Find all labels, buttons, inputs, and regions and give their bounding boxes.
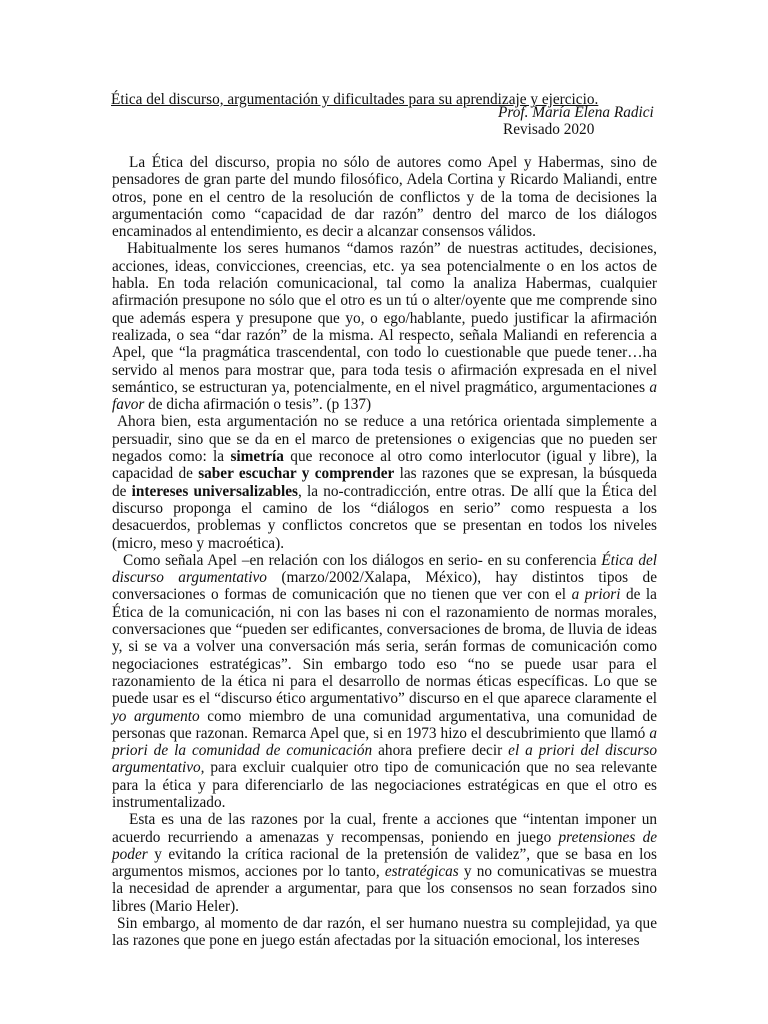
revision-line: Revisado 2020 bbox=[503, 121, 595, 138]
paragraph-4-text-f: para excluir cualquier otro tipo de comunicación que no sea relevante para la ética y para diferenciarlo de las negociaciones estratégicas en que el otro es instrumentalizado. bbox=[112, 759, 657, 811]
paragraph-1: La Ética del discurso, propia no sólo de autores como Apel y Habermas, sino de pensadores de gran parte del mundo filosófico, Adela Cortina y Ricardo Maliandi, entre otros, pone en el centro de la resolución de conflictos y de la toma de decisiones la argumentación como “capacidad de dar razón” dentro del marco de los diálogos encaminados al entendimiento, es decir a alcanzar consensos válidos. bbox=[112, 154, 657, 241]
paragraph-3-text-d: , la no-contradicción, entre otras. De allí que la Ética del discurso proponga el camino de los “diálogos en serio” como respuesta a los desacuerdos, problemas y conflictos concretos que se presentan en todos los niveles (micro, meso y macroética). bbox=[112, 482, 658, 552]
paragraph-4-text-d: como miembro de una comunidad argumentativa, una comunidad de personas que razonan. Remarca Apel que, si en 1973 hizo el descubrimiento que llamó bbox=[112, 707, 657, 742]
paragraph-3-text-c: las razones que se expresan, la búsqueda de bbox=[112, 465, 657, 500]
paragraph-4-italic-yo-argumento: yo argumento bbox=[112, 707, 200, 725]
paragraph-4-italic-a-priori: a priori bbox=[571, 586, 621, 604]
paragraph-2-text-a: Habitualmente los seres humanos “damos razón” de nuestras actitudes, decisiones, acciones, ideas, convicciones, creencias, etc. ya sea potencialmente o en los actos de habla. En toda relación comunicacional, tal como la analiza Habermas, cualquier afirmación presupone no sólo que el otro es un tú o alter/oyente que me comprende sino que además espera y presupone que yo, o ego/hablante, puedo justificar la afirmación realizada, o sea “dar razón” de la misma. Al respecto, señala Maliandi en referencia a Apel, que “la pragmática trascendental, con todo lo cuestionable que puede tener…ha servido al menos para mostrar que, para toda tesis o afirmación expresada en el nivel semántico, se estructuran ya, potencialmente, en el nivel pragmático, argumentaciones bbox=[112, 240, 657, 396]
paragraph-5-italic-poder: pretensiones de poder bbox=[112, 828, 658, 863]
document-title: Ética del discurso, argumentación y dificultades para su aprendizaje y ejercicio. bbox=[111, 91, 599, 108]
paragraph-4-text-c: de la Ética de la comunicación, ni con las bases ni con el razonamiento de normas morales, conversaciones que “pueden ser edificantes, conversaciones de broma, de lluvia de ideas y, si se va a volver una conversación más seria, serán formas de comunicación como negociaciones estratégicas”. Sin embargo todo eso “no se puede usar para el razonamiento de la ética ni para el desarrollo de normas éticas específicas. Lo que se puede usar es el “discurso ético argumentativo” discurso en el que aparece claramente el bbox=[112, 586, 657, 708]
paragraph-5-italic-estrategicas: estratégicas bbox=[384, 863, 459, 881]
paragraph-2-text-b: de dicha afirmación o tesis”. (p 137) bbox=[144, 396, 372, 414]
paragraph-4-text-e: ahora prefiere decir bbox=[372, 742, 509, 760]
paragraph-3 bbox=[112, 413, 657, 551]
paragraph-5-text-a: Esta es una de las razones por la cual, frente a acciones que “intentan imponer un acuerdo recurriendo a amenazas y recompensas, poniendo en juego bbox=[112, 811, 657, 846]
paragraph-4 bbox=[112, 552, 657, 811]
paragraph-4-text-b: (marzo/2002/Xalapa, México), hay distintos tipos de conversaciones o formas de comunicación que no tienen que ver con el bbox=[112, 569, 657, 604]
paragraph-3-bold-escuchar: saber escuchar y comprender bbox=[198, 465, 395, 483]
paragraph-2-italic: a favor bbox=[112, 378, 657, 414]
paragraph-5-text-c: y no comunicativas se muestra la necesidad de aprender a argumentar, para que los consensos no sean forzados sino libres (Mario Heler). bbox=[112, 863, 657, 915]
paragraph-3-text-a: Ahora bien, esta argumentación no se reduce a una retórica orientada simplemente a persuadir, sino que se da en el marco de pretensiones o exigencias que no pueden ser negados como: la bbox=[112, 413, 657, 466]
paragraph-3-bold-intereses: intereses universalizables bbox=[131, 482, 299, 500]
paragraph-4-italic-comunidad: a priori de la comunidad de comunicación bbox=[112, 724, 657, 760]
paragraph-3-text-b: que reconoce al otro como interlocutor (igual y libre), la capacidad de bbox=[112, 448, 658, 483]
paragraph-2 bbox=[112, 240, 657, 413]
paragraph-5 bbox=[112, 811, 657, 915]
paragraph-4-italic-conferencia: Ética del discurso argumentativo bbox=[112, 551, 658, 587]
paragraph-6: Sin embargo, al momento de dar razón, el ser humano nuestra su complejidad, ya que las razones que pone en juego están afectadas por la situación emocional, los intereses bbox=[112, 915, 657, 950]
paragraph-5-text-b: y evitando la crítica racional de la pretensión de validez”, que se basa en los argumentos mismos, acciones por lo tanto, bbox=[112, 845, 657, 881]
paragraph-4-italic-discurso: el a priori del discurso argumentativo, bbox=[112, 742, 657, 777]
document-body bbox=[112, 154, 657, 950]
paragraph-4-text-a: Como señala Apel –en relación con los diálogos en serio- en su conferencia bbox=[123, 551, 602, 569]
author-line: Prof. María Elena Radici bbox=[498, 104, 654, 121]
paragraph-3-bold-simetria: simetría bbox=[230, 448, 284, 466]
